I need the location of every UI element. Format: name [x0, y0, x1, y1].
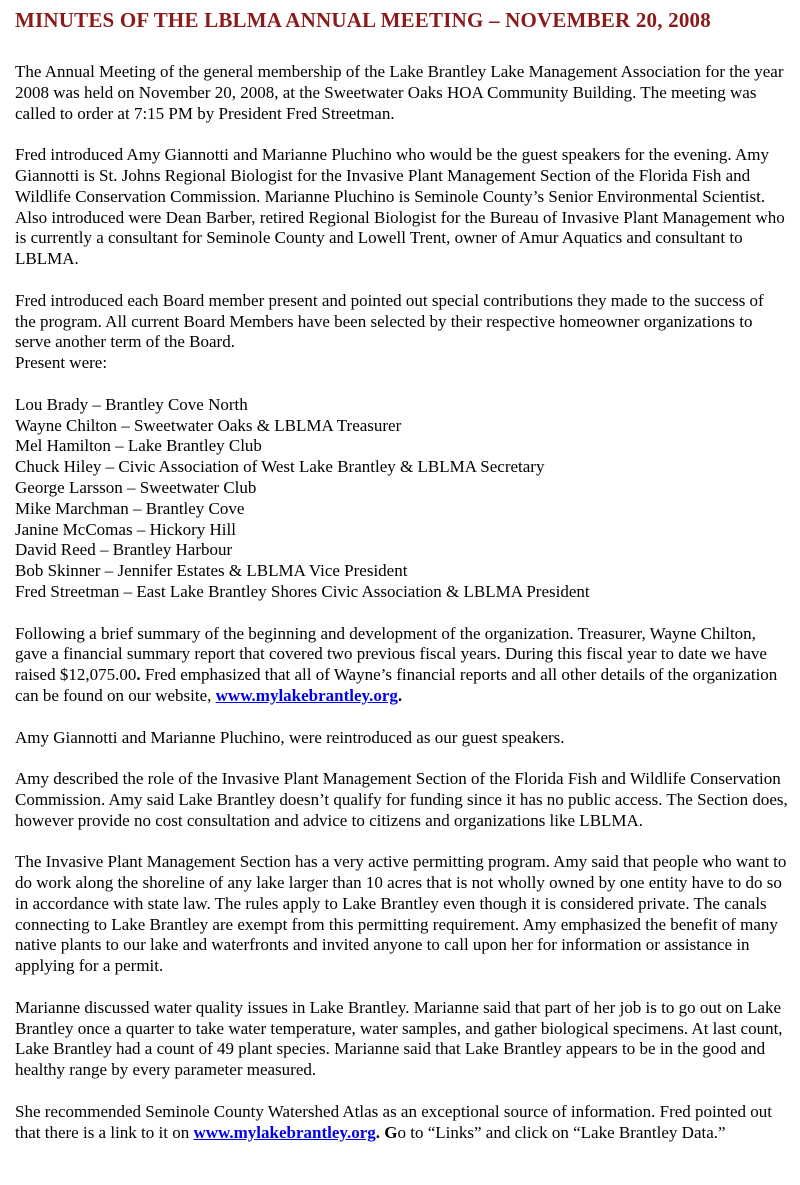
list-item: David Reed – Brantley Harbour: [15, 540, 233, 560]
text-segment: Following a brief summary of the beginning and development of the organization. Treasurer, Wayne Chilton, gave a financial summary report that covered two previous fiscal years. During this fiscal year to date we have raised $12,075.00: [15, 623, 767, 685]
list-item: Fred Streetman – East Lake Brantley Shores Civic Association & LBLMA President: [15, 581, 590, 601]
bold-text: .: [397, 685, 403, 705]
paragraph-board-members: [15, 291, 788, 353]
paragraph-reintroduced: [15, 728, 788, 749]
list-item: Mel Hamilton – Lake Brantley Club: [15, 436, 262, 456]
list-item: George Larsson – Sweetwater Club: [15, 477, 257, 497]
paragraph-water-quality: [15, 998, 788, 1081]
text-segment: Amy Giannotti and Marianne Pluchino, were reintroduced as our guest speakers.: [15, 727, 565, 747]
website-link[interactable]: www.mylakebrantley.org: [193, 1122, 376, 1142]
paragraph-amy-role: [15, 769, 788, 831]
paragraph-watershed-atlas: [15, 1102, 788, 1144]
website-link[interactable]: www.mylakebrantley.org: [215, 685, 398, 705]
bold-text: . G: [375, 1122, 398, 1142]
list-item: Bob Skinner – Jennifer Estates & LBLMA Vice President: [15, 561, 408, 581]
text-segment: Fred introduced each Board member present and pointed out special contributions they made to the success of the program. All current Board Members have been selected by their respective homeowner organizations to serve another term of the Board.: [15, 290, 764, 352]
text-segment: Fred emphasized that all of Wayne’s financial reports and all other details of the organization can be found on our website,: [15, 665, 778, 705]
list-item: Lou Brady – Brantley Cove North: [15, 394, 248, 414]
paragraph-intro: [15, 62, 788, 124]
document-title: MINUTES OF THE LBLMA ANNUAL MEETING – NOVEMBER 20, 2008: [15, 8, 711, 32]
text-segment: Fred introduced Amy Giannotti and Marianne Pluchino who would be the guest speakers for the evening. Amy Giannotti is St. Johns Regional Biologist for the Invasive Plant Management Section of the Florida Fish and Wildlife Conservation Commission. Marianne Pluchino is Seminole County’s Senior Environmental Scientist. Also introduced were Dean Barber, retired Regional Biologist for the Bureau of Invasive Plant Management who is currently a consultant for Seminole County and Lowell Trent, owner of Amur Aquatics and consultant to LBLMA.: [15, 145, 785, 269]
paragraph-present-were: [15, 353, 788, 374]
paragraph-financial-summary: [15, 624, 788, 707]
list-item: Chuck Hiley – Civic Association of West Lake Brantley & LBLMA Secretary: [15, 457, 545, 477]
list-item: Janine McComas – Hickory Hill: [15, 519, 236, 539]
bold-text: .: [136, 665, 141, 685]
paragraph-permitting: [15, 852, 788, 977]
attendee-list: [15, 395, 788, 603]
list-item: Mike Marchman – Brantley Cove: [15, 498, 245, 518]
list-item: Wayne Chilton – Sweetwater Oaks & LBLMA Treasurer: [15, 415, 402, 435]
paragraph-guest-speakers: [15, 145, 788, 270]
text-segment: The Invasive Plant Management Section has a very active permitting program. Amy said that people who want to do work along the shoreline of any lake larger than 10 acres that is not wholly owned by one entity have to do so in accordance with state law. The rules apply to Lake Brantley even though it is considered private. The canals connecting to Lake Brantley are exempt from this permitting requirement. Amy emphasized the benefit of many native plants to our lake and waterfronts and invited anyone to call upon her for information or assistance in applying for a permit.: [15, 852, 787, 976]
text-segment: She recommended Seminole County Watershed Atlas as an exceptional source of information. Fred pointed out that there is a link to it on: [15, 1101, 772, 1142]
document-body: [15, 62, 788, 1143]
text-segment: Marianne discussed water quality issues in Lake Brantley. Marianne said that part of her job is to go out on Lake Brantley once a quarter to take water temperature, water samples, and gather biological specimens. At last count, Lake Brantley had a count of 49 plant species. Marianne said that Lake Brantley appears to be in the good and healthy range by every parameter measured.: [15, 997, 783, 1080]
text-segment: Amy described the role of the Invasive Plant Management Section of the Florida Fish and Wildlife Conservation Commission. Amy said Lake Brantley doesn’t qualify for funding since it has no public access. The Section does, however provide no cost consultation and advice to citizens and organizations like LBLMA.: [15, 769, 788, 830]
text-segment: o to “Links” and click on “Lake Brantley Data.”: [397, 1122, 726, 1142]
text-segment: The Annual Meeting of the general membership of the Lake Brantley Lake Management Association for the year 2008 was held on November 20, 2008, at the Sweetwater Oaks HOA Community Building. The meeting was called to order at 7:15 PM by President Fred Streetman.: [15, 62, 784, 123]
text-segment: Present were:: [15, 353, 108, 373]
